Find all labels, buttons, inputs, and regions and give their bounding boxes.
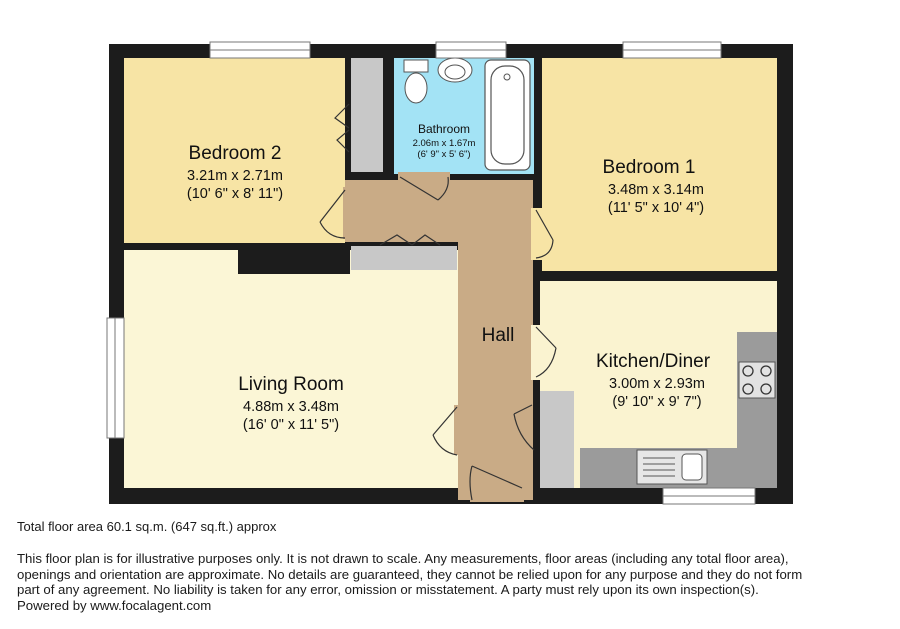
wall-block [238,246,350,274]
hall-landing [345,180,533,242]
basin-icon [438,58,472,82]
kitchen-metric: 3.00m x 2.93m [609,376,705,392]
powered-by: Powered by www.focalagent.com [17,597,212,613]
bathroom-metric: 2.06m x 1.67m [412,138,476,149]
sink-icon [637,450,707,484]
hall-floor [458,240,533,500]
bathroom-label: Bathroom [417,122,471,136]
hob-icon [739,362,775,398]
toilet-icon [404,60,428,103]
window-living-room [107,318,124,438]
wardrobe-bed2 [351,58,383,172]
living-room-floor [124,250,458,488]
hall-label: Hall [481,325,515,346]
bathroom-imperial: (6' 9" x 5' 6") [417,149,471,160]
bathtub-icon [485,60,530,170]
living-room-metric: 4.88m x 3.48m [243,399,339,415]
bedroom-1-label: Bedroom 1 [602,157,696,178]
bedroom-2-label: Bedroom 2 [188,143,282,164]
living-room-imperial: (16' 0" x 11' 5") [242,417,340,433]
kitchen-label: Kitchen/Diner [595,351,711,372]
window-bedroom-2 [210,42,310,58]
window-bedroom-1 [623,42,721,58]
bedroom-2-metric: 3.21m x 2.71m [187,168,283,184]
kitchen-cupboard [540,391,574,488]
disclaimer-line: This floor plan is for illustrative purposes only. It is not drawn to scale. Any measurements, floor areas (including any total floor area), [17,551,789,566]
disclaimer [17,551,887,613]
disclaimer-line: part of any agreement. No liability is taken for any error, omission or misstatement. A party must rely upon its own inspection(s). [17,582,759,598]
bedroom-2-imperial: (10' 6" x 8' 11") [186,186,284,202]
hall-cupboard [351,246,457,270]
total-floor-area: Total floor area 60.1 sq.m. (647 sq.ft.) approx [17,519,277,534]
disclaimer-line: openings and orientation are approximate. No details are guaranteed, they cannot be relied upon for any purpose and they do not form [17,566,803,582]
bedroom-1-imperial: (11' 5" x 10' 4") [607,200,705,216]
bedroom-1-metric: 3.48m x 3.14m [608,182,704,198]
window-kitchen [663,488,755,504]
living-room-label: Living Room [238,374,344,395]
kitchen-imperial: (9' 10" x 9' 7") [612,394,702,410]
window-bathroom [436,42,506,58]
